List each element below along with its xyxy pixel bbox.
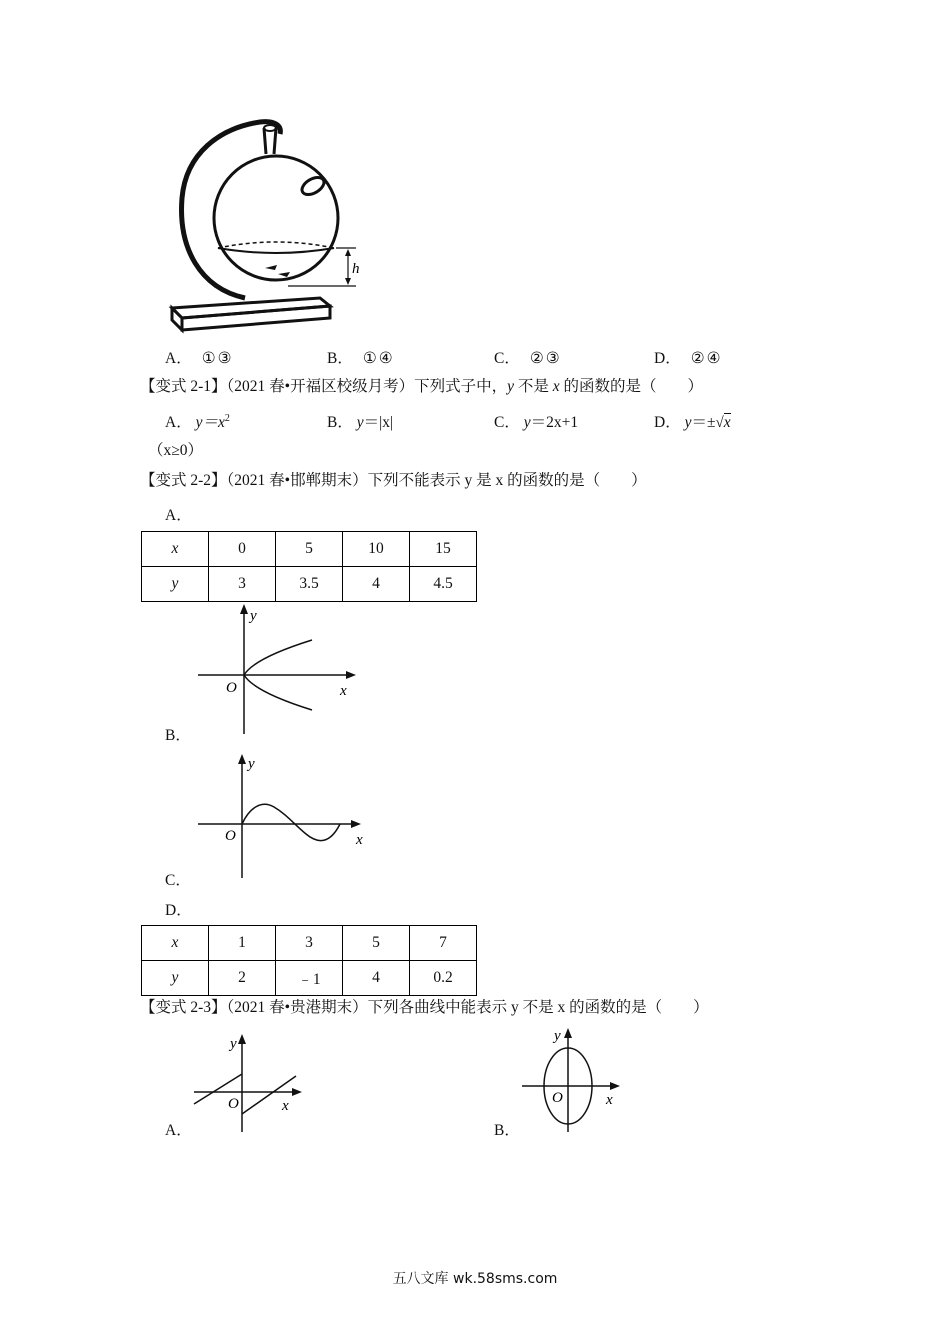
v22-option-c-label: C． [165,872,191,889]
svg-text:x: x [606,1092,613,1108]
v22-option-b-label: B． [165,727,191,744]
svg-text:y: y [248,756,255,772]
v23-graph-b [518,1026,628,1134]
svg-text:x: x [356,832,363,848]
v22-option-d-label: D． [165,902,192,919]
table-row: y 3 3.5 4 4.5 [142,567,477,602]
flask-diagram [160,108,380,336]
v23-option-b-label: B． [494,1122,520,1139]
v21-option-d: D． y＝±√x [654,414,731,431]
v23-graph-a [190,1032,310,1134]
v21-option-c: C． y＝2x+1 [494,414,579,431]
v21-option-b: B． y＝|x| [327,414,394,431]
v23-question: 【变式 2-3】（2021 春•贵港期末）下列各曲线中能表示 y 不是 x 的函数的是（ ） [140,999,709,1016]
v21-condition: （x≥0） [148,442,204,459]
svg-text:y: y [554,1028,561,1044]
q1-option-b: B． ①④ [327,350,395,367]
v23-option-a-label: A． [165,1122,192,1139]
v22-table-d [141,925,477,996]
h-label: h [352,261,360,277]
footer-watermark: 五八文库 wk.58sms.com [392,1271,558,1287]
table-row: x 0 5 10 15 [142,532,477,567]
v22-table-a [141,531,477,602]
svg-text:y: y [230,1036,237,1052]
svg-text:y: y [250,608,257,624]
svg-text:O: O [552,1090,563,1106]
svg-text:O: O [226,680,237,696]
svg-text:O: O [225,828,236,844]
v22-graph-c [190,752,375,882]
svg-text:x: x [282,1098,289,1114]
svg-text:O: O [228,1096,239,1112]
q1-option-d: D． ②④ [654,350,723,367]
v22-question: 【变式 2-2】（2021 春•邯郸期末）下列不能表示 y 是 x 的函数的是（ ） [140,472,647,489]
table-row: x 1 3 5 7 [142,926,477,961]
q1-option-a: A． ①③ [165,350,234,367]
v22-option-a-label: A． [165,507,192,524]
table-row: y 2 ﹣1 4 0.2 [142,961,477,996]
svg-text:x: x [340,683,347,699]
q1-option-c: C． ②③ [494,350,562,367]
v22-graph-b [190,602,370,738]
v21-question: 【变式 2-1】（2021 春•开福区校级月考）下列式子中，y 不是 x 的函数的是（ ） [140,378,704,395]
v21-option-a: A． $y=x^2$ [165,412,230,431]
